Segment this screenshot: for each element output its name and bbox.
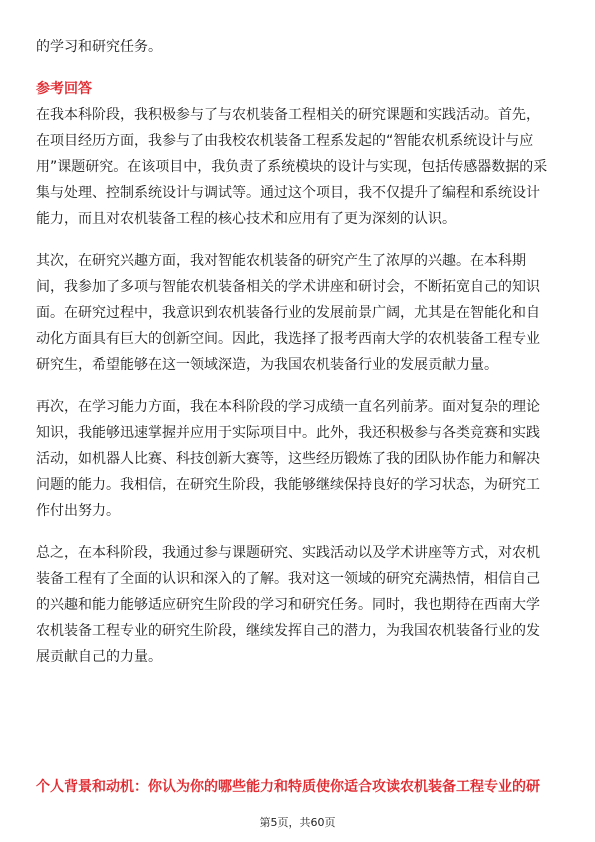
paragraph-line: 其次，在研究兴趣方面，我对智能农机装备的研究产生了浓厚的兴趣。在本科期 [36, 253, 526, 269]
paragraph-line: 问题的能力。我相信，在研究生阶段，我能够继续保持良好的学习状态，为研究工 [36, 477, 540, 493]
paragraph-line: 在我本科阶段，我积极参与了与农机装备工程相关的研究课题和实践活动。首先， [36, 107, 540, 123]
paragraph-line: 用”课题研究。在该项目中，我负责了系统模块的设计与实现，包括传感器数据的采 [36, 159, 548, 175]
paragraph-line: 间，我参加了多项与智能农机装备相关的学术讲座和研讨会，不断拓宽自己的知识 [36, 279, 540, 295]
answer-heading: 参考回答 [36, 81, 92, 97]
paragraph-line: 再次，在学习能力方面，我在本科阶段的学习成绩一直名列前茅。面对复杂的理论 [36, 399, 540, 415]
paragraph-3 [36, 394, 556, 524]
paragraph-line: 农机装备工程专业的研究生阶段，继续发挥自己的潜力，为我国农机装备行业的发 [36, 623, 540, 639]
page-content [36, 34, 556, 670]
paragraph-line: 动化方面具有巨大的创新空间。因此，我选择了报考西南大学的农机装备工程专业 [36, 331, 540, 347]
paragraph-line: 作付出努力。 [36, 503, 120, 519]
paragraph-4 [36, 540, 556, 670]
paragraph-line: 集与处理、控制系统设计与调试等。通过这个项目，我不仅提升了编程和系统设计 [36, 185, 540, 201]
paragraph-line: 装备工程有了全面的认识和深入的了解。我对这一领域的研究充满热情，相信自己 [36, 571, 540, 587]
paragraph-line: 研究生，希望能够在这一领域深造，为我国农机装备行业的发展贡献力量。 [36, 357, 498, 373]
continuation-text: 的学习和研究任务。 [36, 39, 162, 55]
paragraph-line: 的兴趣和能力能够适应研究生阶段的学习和研究任务。同时，我也期待在西南大学 [36, 597, 540, 613]
paragraph-line: 知识，我能够迅速掌握并应用于实际项目中。此外，我还积极参与各类竞赛和实践 [36, 425, 540, 441]
page-footer: 第5页，共60页 [259, 816, 336, 829]
paragraph-line: 在项目经历方面，我参与了由我校农机装备工程系发起的“智能农机系统设计与应 [36, 133, 534, 149]
paragraph-2 [36, 248, 556, 378]
paragraph-line: 活动，如机器人比赛、科技创新大赛等，这些经历锻炼了我的团队协作能力和解决 [36, 451, 540, 467]
paragraph-line: 展贡献自己的力量。 [36, 649, 162, 665]
next-question-heading: 个人背景和动机：你认为你的哪些能力和特质使你适合攻读农机装备工程专业的研 [36, 779, 540, 795]
paragraph-1 [36, 102, 556, 232]
paragraph-line: 能力，而且对农机装备工程的核心技术和应用有了更为深刻的认识。 [36, 211, 456, 227]
paragraph-line: 面。在研究过程中，我意识到农机装备行业的发展前景广阔，尤其是在智能化和自 [36, 305, 540, 321]
paragraph-line: 总之，在本科阶段，我通过参与课题研究、实践活动以及学术讲座等方式，对农机 [36, 545, 540, 561]
